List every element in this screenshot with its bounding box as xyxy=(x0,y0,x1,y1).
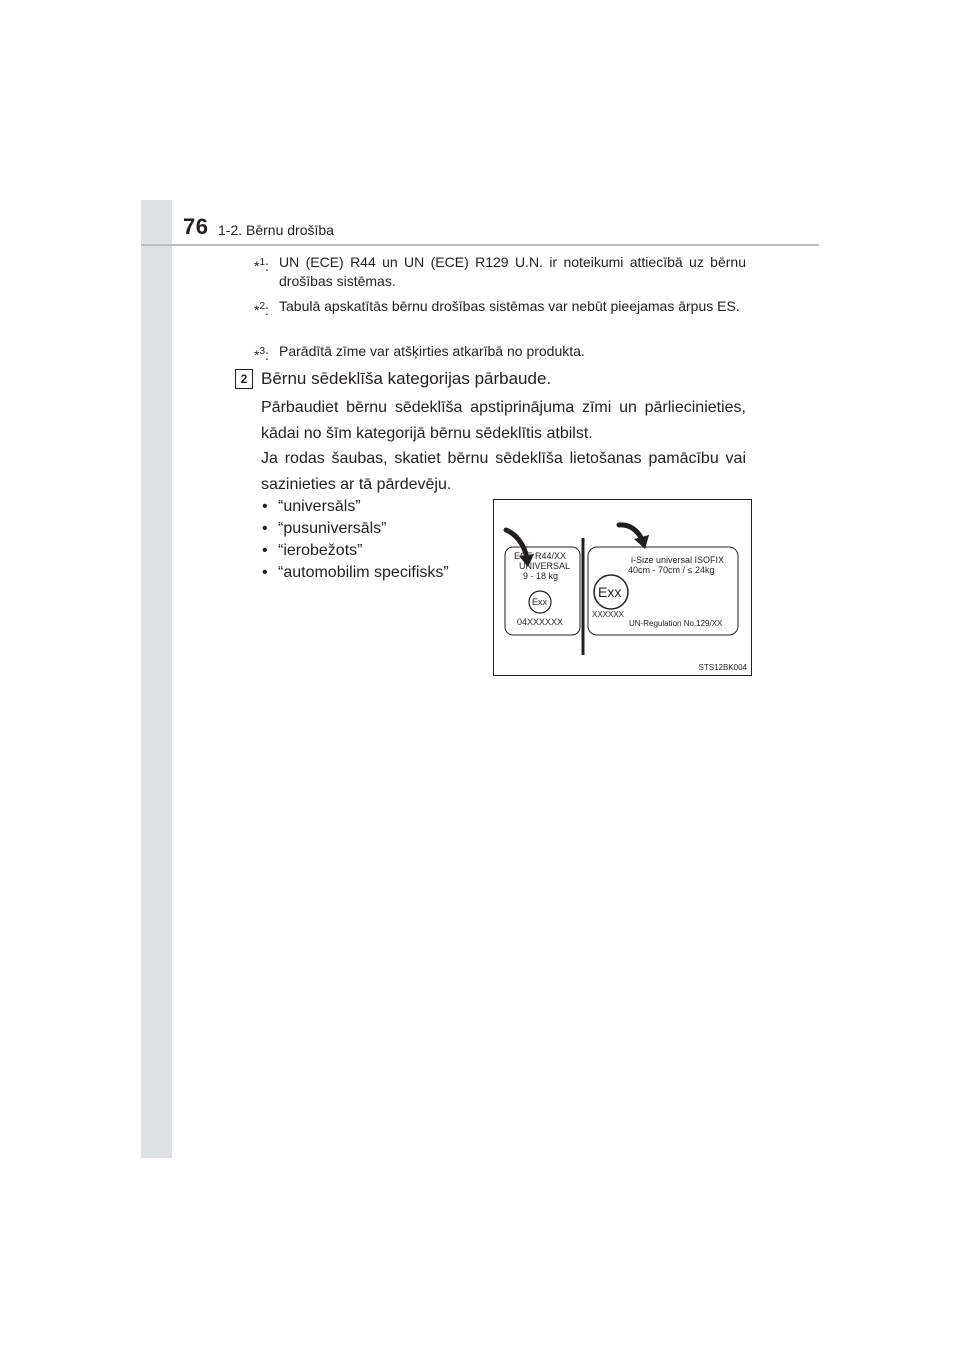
footnote-2 xyxy=(254,297,746,316)
right-label-line1: i-Size universal ISOFIX xyxy=(631,555,725,565)
left-label-line2: UNIVERSAL xyxy=(519,561,571,571)
right-e-mark: Exx xyxy=(598,584,622,600)
footnote-text: Parādītā zīme var atšķirties atkarībā no produkta. xyxy=(279,343,585,359)
left-label-weight: 9 - 18 kg xyxy=(523,571,559,581)
right-regulation: UN-Regulation No.129/XX xyxy=(629,619,723,628)
footnote-text: Tabulā apskatītās bērnu drošības sistēmas var nebūt pieejamas ārpus ES. xyxy=(279,298,740,314)
figure-code: STS12BK004 xyxy=(698,663,747,672)
list-item: • “pusuniversāls” xyxy=(262,520,387,537)
category-list xyxy=(262,496,449,584)
left-label-line1: ECE R44/XX xyxy=(514,551,567,561)
footnote-1 xyxy=(254,253,746,291)
step-heading: Bērnu sēdeklīša kategorijas pārbaude. xyxy=(261,369,552,388)
right-approval-number: XXXXXX xyxy=(592,610,625,619)
instruction-paragraph: Pārbaudiet bērnu sēdeklīša apstiprinājuma zīmi un pārliecinieties, kādai no šīm kategorijā bērnu sēdeklītis atbilst. xyxy=(261,399,746,442)
footnote-marker: *$^2$: xyxy=(254,301,269,318)
footnote-marker: *$^3$: xyxy=(254,346,269,363)
instruction-paragraph: Ja rodas šaubas, skatiet bērnu sēdeklīša lietošanas pamācību vai sazinieties ar tā pārdevēju. xyxy=(261,450,746,493)
section-title: 1-2. Bērnu drošība xyxy=(218,222,334,238)
approval-label-figure xyxy=(493,499,752,676)
list-item: • “automobilim specifisks” xyxy=(262,564,449,581)
footnote-text: UN (ECE) R44 un UN (ECE) R129 U.N. ir noteikumi attiecībā uz bērnu drošības sistēmas. xyxy=(279,254,746,289)
list-item: • “ierobežots” xyxy=(262,542,363,559)
left-e-mark: Exx xyxy=(532,597,548,607)
header-rule xyxy=(141,244,819,246)
figure-graphics xyxy=(494,500,751,675)
footnote-3 xyxy=(254,342,746,361)
footnote-marker: *$^1$: xyxy=(254,257,269,274)
page-number: 76 xyxy=(183,214,209,239)
step-number-box: 2 xyxy=(235,369,253,389)
left-approval-number: 04XXXXXX xyxy=(517,617,564,627)
right-label-line2: 40cm - 70cm / ≤ 24kg xyxy=(628,565,715,575)
side-band xyxy=(141,200,172,1158)
list-item: • “universāls” xyxy=(262,498,361,515)
